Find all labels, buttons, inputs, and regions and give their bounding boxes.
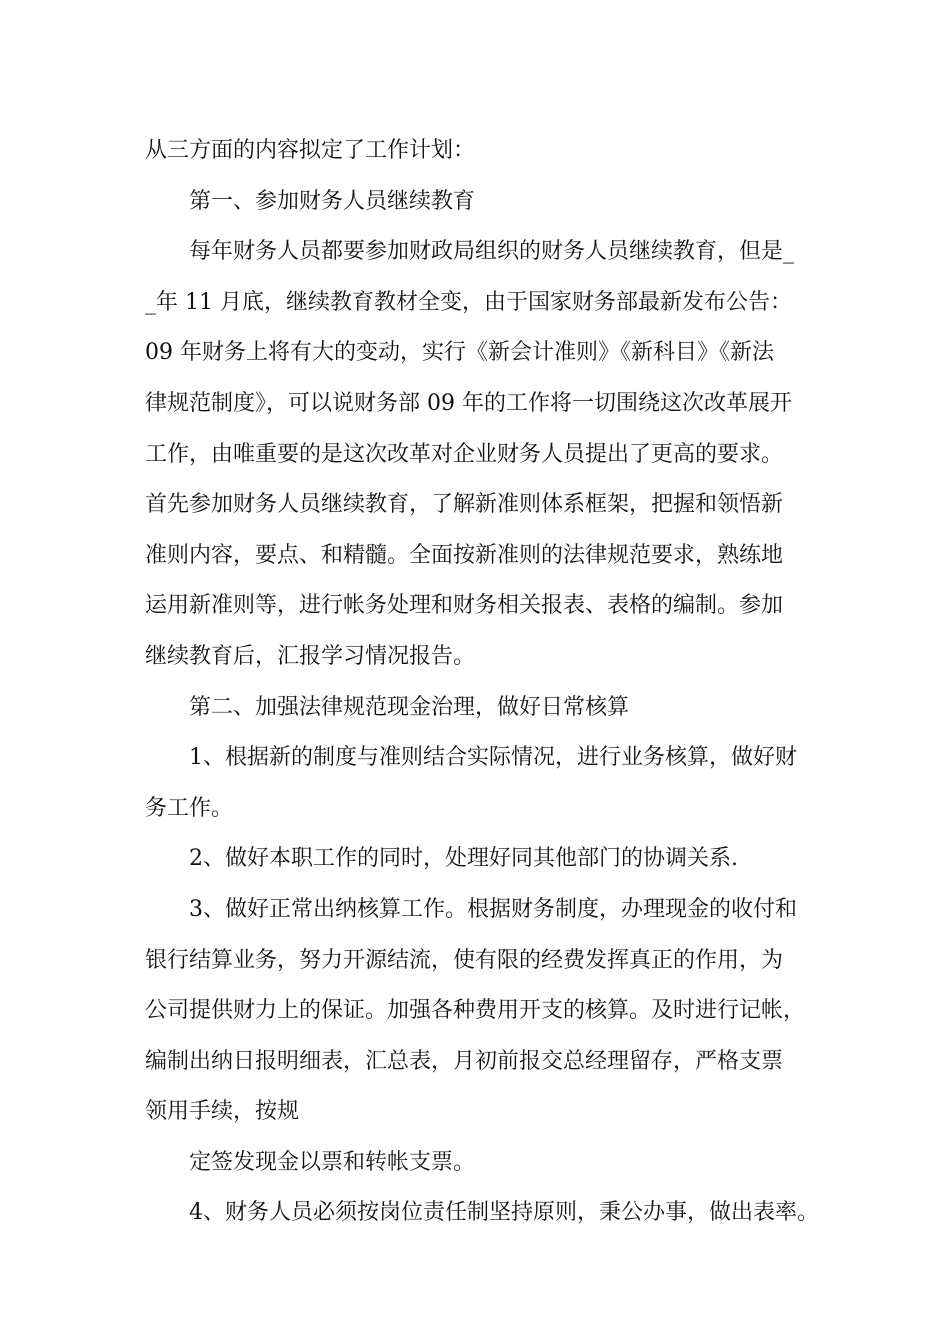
text-line: 律规范制度》，可以说财务部 09 年的工作将一切围绕这次改革展开 [145,390,792,416]
text-line: 准则内容，要点、和精髓。全面按新准则的法律规范要求，熟练地 [145,542,784,568]
list-item: 1、根据新的制度与准则结合实际情况，进行业务核算，做好财 [189,745,797,771]
text-line: 编制出纳日报明细表，汇总表，月初前报交总经理留存，严格支票 [145,1048,784,1074]
text-line: 从三方面的内容拟定了工作计划： [145,138,476,163]
text-line: 运用新准则等，进行帐务处理和财务相关报表、表格的编制。参加 [145,593,784,619]
text-line: 工作，由唯重要的是这次改革对企业财务人员提出了更高的要求。 [145,441,784,467]
text-line: 领用手续，按规 [145,1099,300,1125]
text-line: 银行结算业务，努力开源结流，使有限的经费发挥真正的作用，为 [145,947,784,973]
text-line: 定签发现金以票和转帐支票。 [189,1149,476,1175]
text-line: 每年财务人员都要参加财政局组织的财务人员继续教育，但是_ [189,239,795,265]
section-heading: 第二、加强法律规范现金治理，做好日常核算 [189,694,630,720]
text-line: 继续教育后，汇报学习情况报告。 [145,643,476,669]
document-body [145,126,825,1239]
text-line: 公司提供财力上的保证。加强各种费用开支的核算。及时进行记帐， [145,998,806,1024]
text-line: 09 年财务上将有大的变动，实行《新会计准则》《新科目》《新法 [145,340,774,366]
list-item: 3、做好正常出纳核算工作。根据财务制度，办理现金的收付和 [189,896,797,922]
list-item: 4、财务人员必须按岗位责任制坚持原则，秉公办事，做出表率。 [189,1200,819,1226]
text-line: 务工作。 [145,795,234,821]
list-item: 2、做好本职工作的同时，处理好同其他部门的协调关系. [189,846,738,872]
text-line: _年 11 月底，继续教育教材全变，由于国家财务部最新发布公告： [145,289,792,315]
text-line: 首先参加财务人员继续教育，了解新准则体系框架，把握和领悟新 [145,492,784,518]
section-heading: 第一、参加财务人员继续教育 [189,188,476,214]
